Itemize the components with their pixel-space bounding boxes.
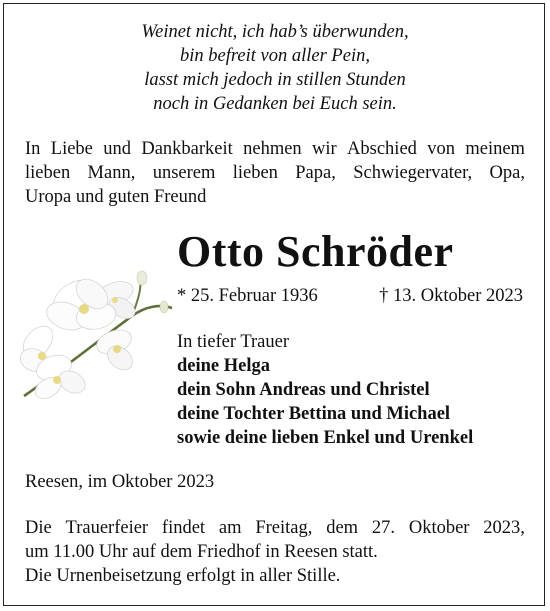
intro-word: Abschied [347,139,417,159]
death-date: † 13. Oktober 2023 [379,286,523,306]
intro-word: lieben [25,163,71,183]
poem-line: noch in Gedanken bei Euch sein. [153,94,397,114]
intro-line [25,161,525,185]
birth-date: * 25. Februar 1936 [177,286,318,306]
funeral-word: 2023, [483,518,525,538]
intro-word: Liebe [50,139,93,159]
life-dates [177,284,523,308]
mourner-line: dein Sohn Andreas und Christel [177,380,430,400]
intro-word: lieben [232,163,278,183]
funeral-word: dem [326,518,359,538]
intro-word: unserem [152,163,216,183]
poem-verse [0,20,550,116]
intro-word: von [427,139,455,159]
intro-word: Mann, [87,163,136,183]
mourner-line: deine Tochter Bettina und Michael [177,404,451,424]
mourner-line: sowie deine lieben Enkel und Urenkel [177,428,474,448]
intro-line: Uropa und guten Freund [25,187,207,207]
intro-text [25,137,525,209]
intro-word: Opa, [489,163,525,183]
intro-word: Schwiegervater, [353,163,473,183]
intro-word: Dankbarkeit [141,139,233,159]
intro-word: In [25,139,41,159]
funeral-word: Die [25,518,52,538]
funeral-word: Oktober [408,518,470,538]
mourners-block [177,330,473,450]
poem-line: Weinet nicht, ich hab’s überwunden, [141,22,409,42]
funeral-line: um 11.00 Uhr auf dem Friedhof in Reesen statt. [25,542,378,562]
intro-word: nehmen [243,139,302,159]
funeral-word: Trauerfeier [65,518,149,538]
poem-line: bin befreit von aller Pein, [180,46,370,66]
mourning-heading: In tiefer Trauer [177,332,289,352]
intro-word: meinem [465,139,525,159]
mourner-line: deine Helga [177,356,271,376]
funeral-word: 27. [371,518,395,538]
place-date: Reesen, im Oktober 2023 [25,472,215,492]
white-orchid-icon [14,264,174,404]
funeral-word: am [218,518,242,538]
intro-word: und [103,139,131,159]
intro-word: wir [312,139,337,159]
intro-word: Papa, [295,163,336,183]
intro-line [25,137,525,161]
funeral-word: findet [161,518,206,538]
funeral-line: Die Urnenbeisetzung erfolgt in aller Stille. [25,566,341,586]
poem-line: lasst mich jedoch in stillen Stunden [144,70,406,90]
funeral-info [25,516,525,588]
funeral-word: Freitag, [255,518,313,538]
deceased-name: Otto Schröder [177,227,454,276]
funeral-line [25,516,525,540]
